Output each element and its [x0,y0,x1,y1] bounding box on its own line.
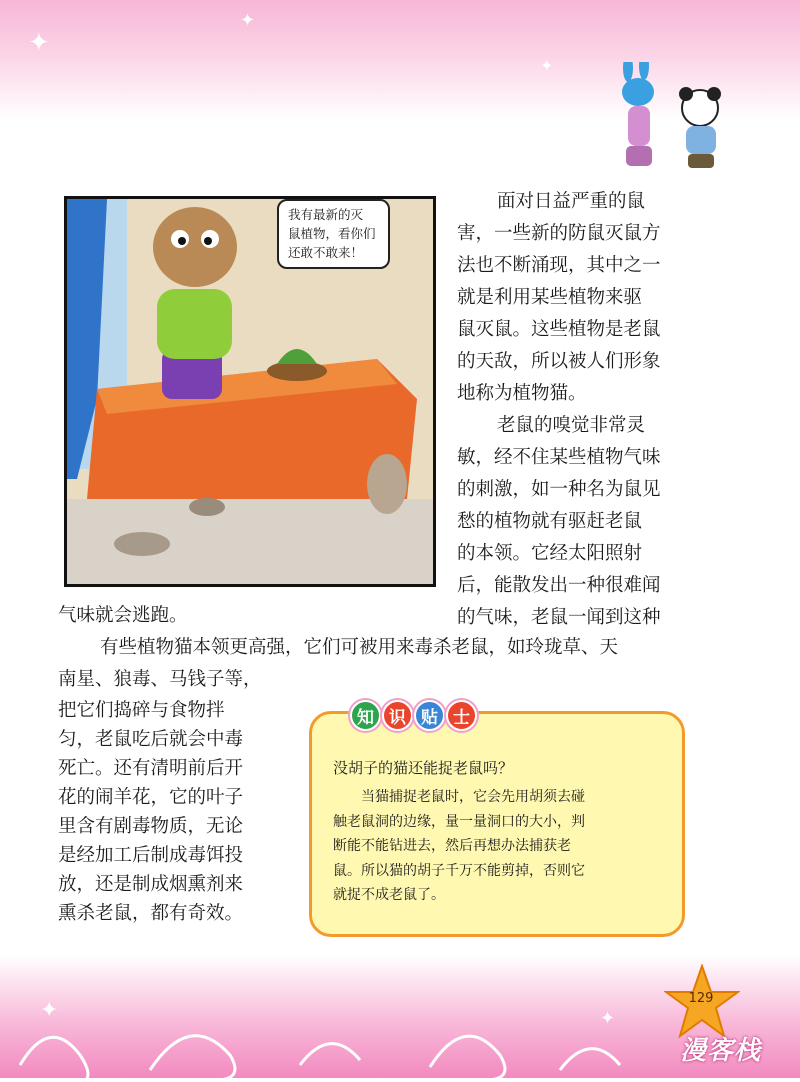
mascot-characters-illustration [598,62,768,172]
tip-question: 没胡子的猫还能捉老鼠吗？ [333,759,514,777]
speech-line: 还敢不敢来！ [288,245,364,260]
text-line: 放，还是制成烟熏剂来 [58,874,244,895]
tip-line: 就捉不成老鼠了。 [333,887,445,903]
tip-body [333,785,669,908]
tip-title-char: 士 [446,700,477,731]
text-line: 愁的植物就有驱赶老鼠 [457,511,643,532]
text-line: 南星、狼毒、马钱子等， [58,669,262,690]
text-line: 法也不断涌现，其中之一 [457,255,661,276]
sparkle-icon: ✦ [40,998,59,1023]
text-line: 把它们捣碎与食物拌 [58,700,225,721]
right-column-text [457,186,661,634]
speech-line: 我有最新的灭 [288,207,364,222]
text-line: 的气味，老鼠一闻到这种 [457,607,661,628]
text-line: 鼠灭鼠。这些植物是老鼠 [457,319,661,340]
text-line: 熏杀老鼠，都有奇效。 [58,903,244,924]
watermark: 漫客栈 [680,1036,762,1066]
text-line: 的本领。它经太阳照射 [457,543,643,564]
text-line: 就是利用某些植物来驱 [457,287,643,308]
text-line: 是经加工后制成毒饵投 [58,845,244,866]
tip-line: 当猫捕捉老鼠时，它会先用胡须去碰 [361,789,585,805]
sparkle-icon: ✦ [240,10,256,31]
text-line: 有些植物猫本领更高强，它们可被用来毒杀老鼠，如玲珑草、天 [100,637,619,658]
sparkle-icon: ✦ [600,1008,616,1029]
text-line: 的刺激，如一种名为鼠见 [457,479,661,500]
tip-line: 触老鼠洞的边缘，量一量洞口的大小，判 [333,813,585,830]
tip-line: 断能不能钻进去，然后再想办法捕获老 [333,838,571,854]
speech-line: 鼠植物，看你们 [288,226,376,241]
text-line: 的天敌，所以被人们形象 [457,351,661,372]
page-number: 129 [688,991,714,1006]
tip-line: 鼠。所以猫的胡子千万不能剪掉，否则它 [333,862,585,879]
text-line: 里含有剧毒物质，无论 [58,816,244,837]
text-line: 气味就会逃跑。 [58,605,188,626]
speech-bubble [277,199,390,269]
tip-title-char: 贴 [414,700,445,731]
tip-title-char: 知 [350,700,381,731]
sparkle-icon: ✦ [540,56,554,75]
text-line: 匀，老鼠吃后就会中毒 [58,729,244,750]
text-line: 死亡。还有清明前后开 [58,758,244,779]
knowledge-tip-title [350,694,477,734]
text-line: 老鼠的嗅觉非常灵 [497,415,646,436]
text-line: 害，一些新的防鼠灭鼠方 [457,223,661,244]
sparkle-icon: ✦ [28,28,50,58]
text-line: 地称为植物猫。 [457,383,587,404]
text-line: 面对日益严重的鼠 [497,191,646,212]
text-line: 敏，经不住某些植物气味 [457,447,661,468]
tip-title-char: 识 [382,700,413,731]
left-column-text [58,696,243,928]
text-line: 花的闹羊花，它的叶子 [58,787,244,808]
full-width-text [58,600,618,696]
text-line: 后，能散发出一种很难闻 [457,575,661,596]
